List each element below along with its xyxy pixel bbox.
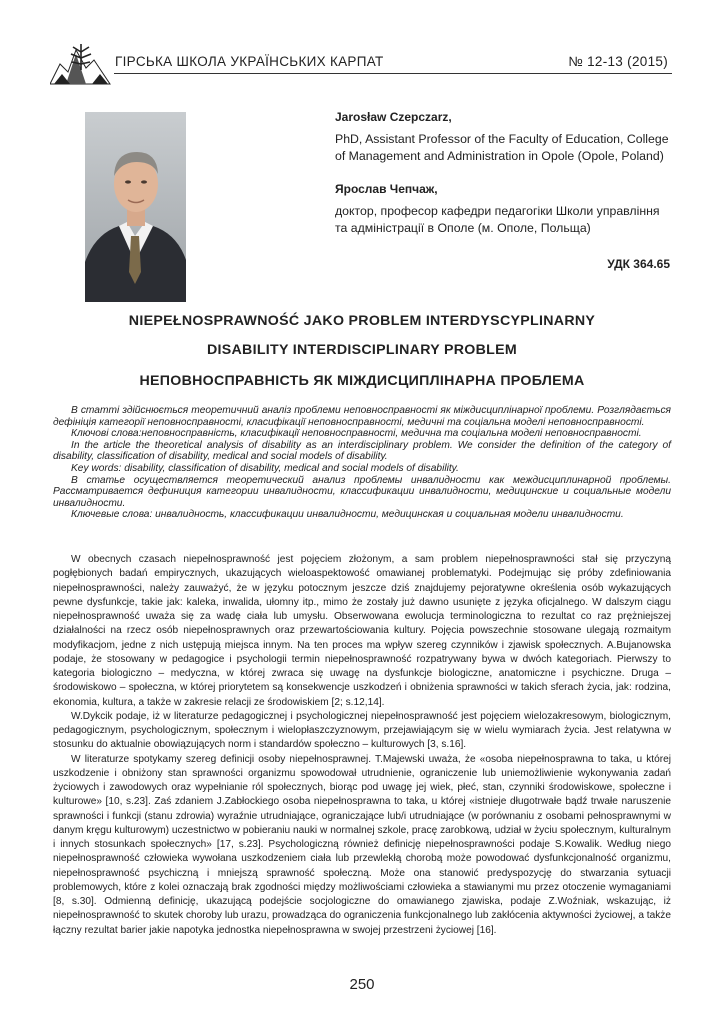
body-paragraph: W literaturze spotykamy szereg definicji osoby niepełnosprawnej. T.Majewski uważa, że «osoba niepełnosprawna to taka, u której uszkodzenie i obniżony stan sprawności organizmu spowodował utrudnienie, ograniczenie lub uniemożliwienie wykonywania zadań życiowych i zawodowych oraz wypełnianie ról społecznych, biorąc pod uwagę jej wiek, płeć, stan, czynniki środowiskowe, społeczne i kulturowe» [10, s.23]. Zaś zdaniem J.Zabłockiego osoba niepełnosprawna to taka, u której «istnieje długotrwałe bądź trwałe naruszenie sprawności i funkcji (stanu zdrowia) wyraźnie utrudniające, ograniczające lub/i utrudniające (w porównaniu z osobami pełnosprawnymi w danym kręgu kulturowym) uczestnictwo w pobieraniu nauki w normalnej szkole, pracę zarobkową, udział w życiu społecznym, kulturalnym i innych stosunkach społecznych» [17, s.23]. Psychologiczną również definicję niepełnosprawności podaje S.Kowalik. Według niego niepełnosprawność człowieka wywołana uszkodzeniem ciała lub przewlekłą chorobą może powodować dysfunkcjonalność organizmu, niepełnosprawność psychiczną i mniejszą sprawność społeczną. Może ona stanowić predyspozycję do stwarzania sytuacji problemowych, które z kolei oznaczają brak zgodności między możliwościami człowieka a stawianymi mu przez otoczenie wymaganiami [8, s.30]. Odmienną definicję, ukazującą podejście socjologiczne do omawianego zjawiska, podaje Z.Woźniak, wskazując, iż niepełnosprawność to skutek choroby lub urazu, prowadząca do ograniczenia funkcjonalnego lub zakłócenia aktywności życiowej, a także łączny rezultat barier jakie napotyka jednostka niepełnosprawna w swojej przestrzeni życiowej [16]. bbox=[53, 753, 671, 936]
keywords-ukrainian: Ключові слова:неповносправність, класифікації неповносправності, медична та соціальна моделі неповносправності. bbox=[71, 428, 642, 440]
title-english: DISABILITY INTERDISCIPLINARY PROBLEM bbox=[206, 342, 518, 358]
article-body bbox=[53, 553, 671, 938]
author-block bbox=[335, 110, 675, 236]
author-name-latin: Jarosław Czepczarz, bbox=[335, 110, 452, 124]
abstract-block bbox=[53, 405, 671, 521]
author-photo bbox=[85, 112, 186, 302]
author-affiliation-ukrainian: доктор, професор кафедри педагогіки Школи управління та адміністрації в Ополе (м. Ополе, Польща) bbox=[335, 204, 660, 235]
abstract-ukrainian: В статті здійснюється теоретичний аналіз проблеми неповносправності як міждисциплінарної проблеми. Розглядається дефініція категорії неповносправності, класифікації неповносправності, медичні та соціальна моделі неповносправності. bbox=[53, 405, 671, 428]
header-rule bbox=[114, 73, 672, 74]
title-ukrainian: НЕПОВНОСПРАВНІСТЬ ЯК МІЖДИСЦИПЛІНАРНА ПРОБЛЕМА bbox=[139, 373, 585, 389]
udc-code: УДК 364.65 bbox=[607, 257, 670, 271]
keywords-russian: Ключевые слова: инвалидность, классификации инвалидности, медицинская и социальная модели инвалидности. bbox=[71, 509, 624, 521]
author-name-cyrillic: Ярослав Чепчаж, bbox=[335, 182, 438, 196]
title-polish: NIEPEŁNOSPRAWNOŚĆ JAKO PROBLEM INTERDYSCYPLINARNY bbox=[128, 313, 596, 329]
page-number: 250 bbox=[349, 976, 375, 993]
abstract-english: In the article the theoretical analysis of disability as an interdisciplinary problem. We consider the definition of the category of disability, classification of disability, medical and social models of disability. bbox=[53, 439, 671, 463]
author-affiliation-english: PhD, Assistant Professor of the Faculty of Education, College of Management and Administration in Opole (Opole, Poland) bbox=[335, 132, 669, 163]
abstract-russian: В статье осуществляется теоретический анализ проблемы инвалидности как междисциплинарной проблемы. Рассматривается дефиниция категории инвалидности, классификации инвалидности, медицинские и социальные модели инвалидности. bbox=[53, 474, 671, 509]
body-paragraph: W.Dykcik podaje, iż w literaturze pedagogicznej i psychologicznej niepełnosprawność jest pojęciem wielozakresowym, biologicznym, pedagogicznym, psychologicznym, społecznym i wielopłaszczyznowym, przejawiającym się w wielu wymiarach życia. Jest relatywna w stosunku do aktualnie obowiązujących norm i standardów społeczno – kulturowych [3, s.16]. bbox=[53, 710, 671, 751]
issue-number: № 12-13 (2015) bbox=[568, 54, 668, 69]
journal-title: ГІРСЬКА ШКОЛА УКРАЇНСЬКИХ КАРПАТ bbox=[115, 54, 384, 69]
running-header bbox=[50, 40, 674, 86]
body-paragraph: W obecnych czasach niepełnosprawność jest pojęciem złożonym, a sam problem niepełnosprawności stał się przyczyną pogłębionych badań empirycznych, ukazujących wieloaspektowość omawianej problematyki. Podejmując się próby zdefiniowania niepełnosprawności, należy zauważyć, że w języku potocznym jeszcze dziś znajdujemy pejoratywne określenia osób wykazujących pewne dysfunkcje, takie jak: kaleka, inwalida, ułomny itp., mimo że zostały już dawno usunięte z języka oficjalnego. W dalszym ciągu niepełnosprawność uważa się za wadę ciała lub umysłu. Obserwowana ewolucja terminologiczna to rezultat co raz prężniejszej działalności na rzecz osób niepełnosprawnych oraz przewartościowania kultury. Pojęcia powszechnie stosowane ulegają rozmaitym modyfikacjom, jedne z nich ustępują miejsca innym. Na ten proces ma wpływ szereg czynników i zjawisk społecznych. A.Bujanowska podaje, że stosowany w pedagogice i psychologii termin niepełnosprawność rozpatrywany bywa w dwóch kategoriach. Pierwszy to kategoria biologiczno – medyczna, w której zwraca się uwagę na dysfunkcje biologiczne, anatomiczne i psychiczne. Druga – środowiskowo – społeczna, w której priorytetem są konsekwencje uszkodzeń i obniżenia sprawności w takich sferach życia, jak: rodzina, ekonomia, kultura, a także w zakresie relacji ze środowiskiem [2; s.12,14]. bbox=[53, 554, 671, 708]
mountain-tree-logo-icon bbox=[50, 40, 112, 86]
keywords-english: Key words: disability, classification of disability, medical and social models of disability. bbox=[71, 462, 459, 474]
